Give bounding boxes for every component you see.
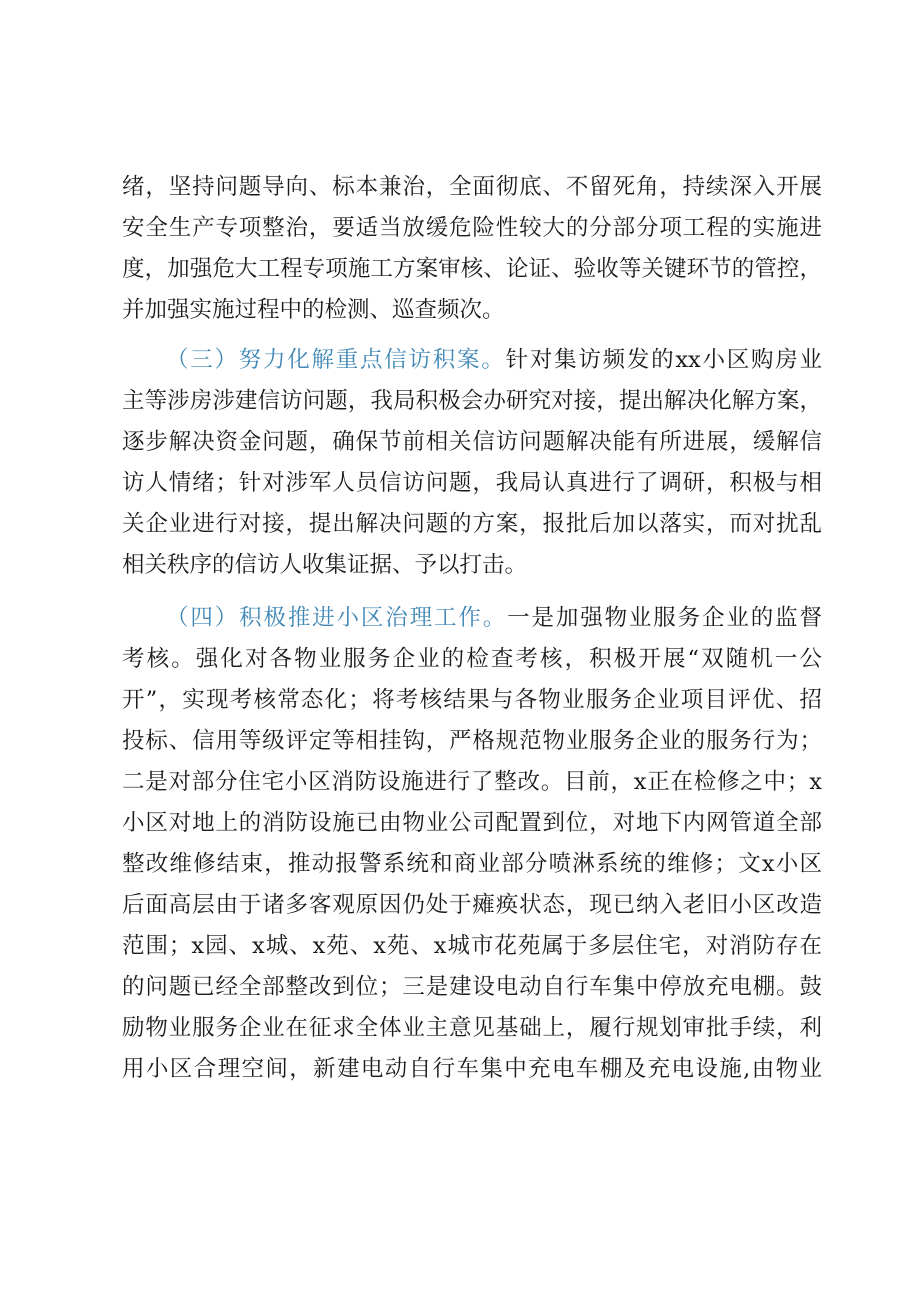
body-text-line: 二是对部分住宅小区消防设施进行了整改。目前，x正在检修之中；x: [122, 769, 822, 795]
body-text-line: 绪，坚持问题导向、标本兼治，全面彻底、不留死角，持续深入开展: [122, 174, 822, 200]
body-text-line: 小区对地上的消防设施已由物业公司配置到位，对地下内网管道全部: [122, 810, 822, 836]
body-text-line: 范围；x园、x城、x苑、x苑、x城市花苑属于多层住宅，对消防存在: [122, 933, 822, 959]
section-heading: （三）努力化解重点信访积案。: [166, 347, 506, 373]
body-text-line: 后面高层由于诸多客观原因仍处于瘫痪状态，现已纳入老旧小区改造: [122, 892, 822, 918]
body-text: 针对集访频发的xx小区购房业: [505, 347, 822, 373]
body-text-line: 主等涉房涉建信访问题，我局积极会办研究对接，提出解决化解方案，: [122, 388, 822, 414]
body-text-line: 投标、信用等级评定等相挂钩，严格规范物业服务企业的服务行为；: [122, 728, 822, 754]
body-text-line: 相关秩序的信访人收集证据、予以打击。: [122, 552, 528, 578]
body-text: 一是加强物业服务企业的监督: [507, 605, 822, 631]
body-text-line: 访人情绪；针对涉军人员信访问题，我局认真进行了调研，积极与相: [122, 470, 822, 496]
body-text-line: 用小区合理空间，新建电动自行车集中充电车棚及充电设施,由物业: [122, 1056, 822, 1082]
section-heading-line: [166, 345, 822, 375]
body-text-line: 关企业进行对接，提出解决问题的方案，报批后加以落实，而对扰乱: [122, 511, 822, 537]
body-text-line: 考核。强化对各物业服务企业的检查考核，积极开展“双随机一公: [122, 646, 822, 672]
body-text-line: 励物业服务企业在征求全体业主意见基础上，履行规划审批手续，利: [122, 1015, 822, 1041]
body-text-line: 开”，实现考核常态化；将考核结果与各物业服务企业项目评优、招: [122, 687, 822, 713]
section-heading-line: [166, 603, 822, 633]
body-text-line: 并加强实施过程中的检测、巡查频次。: [122, 297, 505, 323]
body-text-line: 逐步解决资金问题，确保节前相关信访问题解决能有所进展，缓解信: [122, 429, 822, 455]
body-text-line: 整改维修结束，推动报警系统和商业部分喷淋系统的维修；文x小区: [122, 851, 822, 877]
body-text-line: 度，加强危大工程专项施工方案审核、论证、验收等关键环节的管控，: [122, 256, 822, 282]
body-text-line: 安全生产专项整治，要适当放缓危险性较大的分部分项工程的实施进: [122, 215, 822, 241]
section-heading: （四）积极推进小区治理工作。: [166, 605, 508, 631]
body-text-line: 的问题已经全部整改到位；三是建设电动自行车集中停放充电棚。鼓: [122, 974, 822, 1000]
